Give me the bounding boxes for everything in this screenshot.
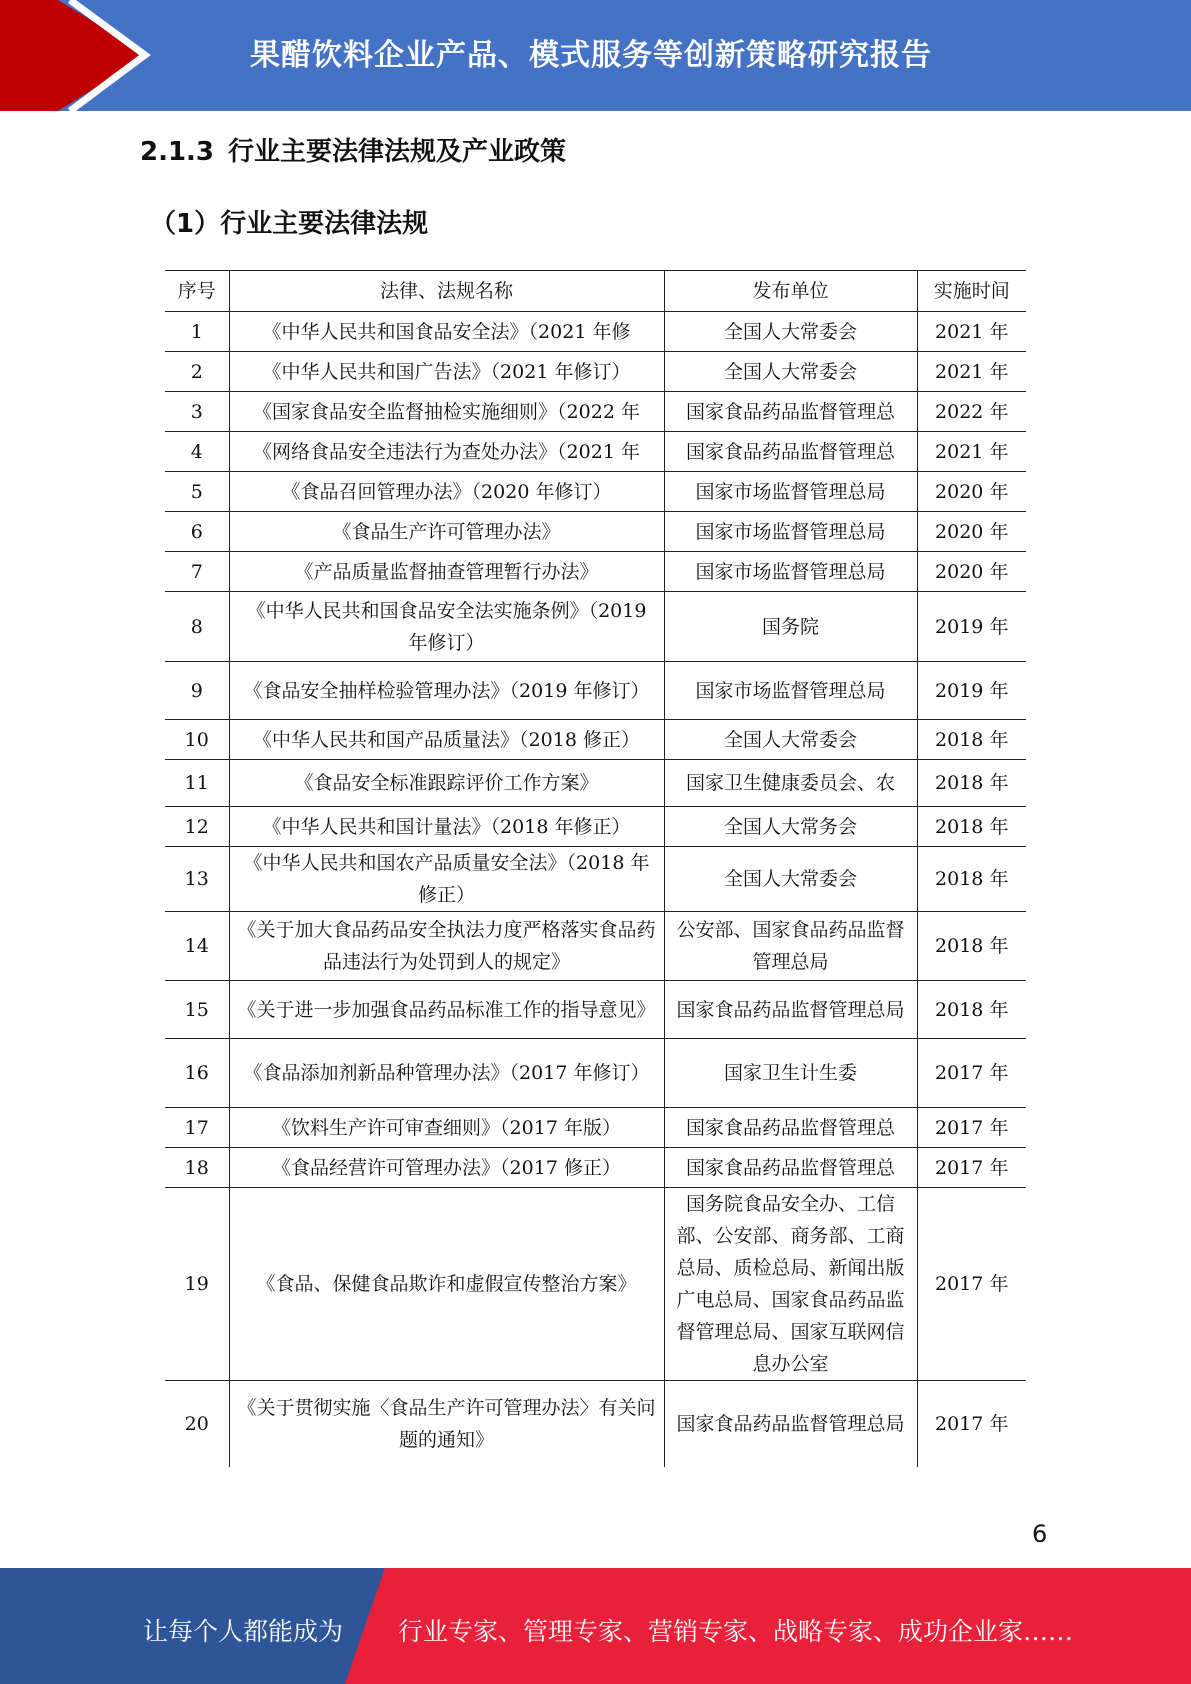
table-header-row xyxy=(165,271,1026,312)
header-cell-no: 序号 xyxy=(165,271,229,312)
cell-issuer: 全国人大常务会 xyxy=(664,807,917,847)
table-row xyxy=(165,912,1026,981)
cell-law-name: 《产品质量监督抽查管理暂行办法》 xyxy=(229,552,664,592)
cell-issuer: 国家食品药品监督管理总局 xyxy=(664,981,917,1039)
table-row xyxy=(165,472,1026,512)
cell-issuer: 国家市场监督管理总局 xyxy=(664,662,917,720)
cell-law-name: 《关于加大食品药品安全执法力度严格落实食品药品违法行为处罚到人的规定》 xyxy=(229,912,664,981)
cell-law-name: 《中华人民共和国食品安全法》（2021 年修 xyxy=(229,312,664,352)
table-row xyxy=(165,720,1026,760)
cell-issuer: 国家食品药品监督管理总 xyxy=(664,392,917,432)
cell-issuer: 国家市场监督管理总局 xyxy=(664,552,917,592)
cell-no: 5 xyxy=(165,472,229,512)
cell-no: 3 xyxy=(165,392,229,432)
page-header xyxy=(0,0,1191,111)
table-row xyxy=(165,352,1026,392)
cell-no: 11 xyxy=(165,760,229,807)
cell-date: 2022 年 xyxy=(917,392,1026,432)
table-row xyxy=(165,760,1026,807)
table-row xyxy=(165,1148,1026,1188)
cell-date: 2020 年 xyxy=(917,512,1026,552)
cell-date: 2019 年 xyxy=(917,592,1026,662)
cell-no: 8 xyxy=(165,592,229,662)
footer-slogan-left: 让每个人都能成为 xyxy=(143,1617,344,1646)
table-row xyxy=(165,662,1026,720)
cell-no: 7 xyxy=(165,552,229,592)
laws-table xyxy=(165,270,1026,1467)
cell-date: 2019 年 xyxy=(917,662,1026,720)
cell-date: 2017 年 xyxy=(917,1148,1026,1188)
cell-date: 2021 年 xyxy=(917,312,1026,352)
cell-no: 15 xyxy=(165,981,229,1039)
cell-date: 2018 年 xyxy=(917,807,1026,847)
table-row xyxy=(165,392,1026,432)
table-row xyxy=(165,552,1026,592)
footer-slogan-right: 行业专家、管理专家、营销专家、战略专家、成功企业家…… xyxy=(398,1617,1074,1646)
cell-issuer: 国家食品药品监督管理总 xyxy=(664,1108,917,1148)
cell-date: 2020 年 xyxy=(917,552,1026,592)
sub-heading: （1）行业主要法律法规 xyxy=(150,209,429,239)
cell-date: 2017 年 xyxy=(917,1381,1026,1467)
cell-issuer: 全国人大常委会 xyxy=(664,847,917,912)
cell-law-name: 《中华人民共和国计量法》（2018 年修正） xyxy=(229,807,664,847)
cell-issuer: 全国人大常委会 xyxy=(664,352,917,392)
cell-date: 2021 年 xyxy=(917,432,1026,472)
cell-law-name: 《关于贯彻实施〈食品生产许可管理办法〉有关问题的通知》 xyxy=(229,1381,664,1467)
table-row xyxy=(165,512,1026,552)
cell-law-name: 《关于进一步加强食品药品标准工作的指导意见》 xyxy=(229,981,664,1039)
cell-date: 2017 年 xyxy=(917,1108,1026,1148)
cell-no: 14 xyxy=(165,912,229,981)
header-cell-issuer: 发布单位 xyxy=(664,271,917,312)
cell-no: 10 xyxy=(165,720,229,760)
cell-law-name: 《中华人民共和国农产品质量安全法》（2018 年修正） xyxy=(229,847,664,912)
cell-date: 2020 年 xyxy=(917,472,1026,512)
header-cell-name: 法律、法规名称 xyxy=(229,271,664,312)
cell-issuer: 国家市场监督管理总局 xyxy=(664,472,917,512)
cell-no: 9 xyxy=(165,662,229,720)
cell-no: 19 xyxy=(165,1188,229,1381)
cell-date: 2018 年 xyxy=(917,912,1026,981)
table-row xyxy=(165,592,1026,662)
table-row xyxy=(165,847,1026,912)
cell-law-name: 《中华人民共和国产品质量法》（2018 修正） xyxy=(229,720,664,760)
header-red-arrow xyxy=(0,0,148,111)
cell-no: 4 xyxy=(165,432,229,472)
page-footer xyxy=(0,1568,1191,1684)
cell-no: 16 xyxy=(165,1039,229,1108)
cell-date: 2018 年 xyxy=(917,720,1026,760)
cell-date: 2018 年 xyxy=(917,760,1026,807)
section-heading xyxy=(140,131,580,168)
cell-date: 2021 年 xyxy=(917,352,1026,392)
cell-law-name: 《食品生产许可管理办法》 xyxy=(229,512,664,552)
cell-law-name: 《中华人民共和国广告法》（2021 年修订） xyxy=(229,352,664,392)
cell-law-name: 《饮料生产许可审查细则》（2017 年版） xyxy=(229,1108,664,1148)
cell-issuer: 国务院 xyxy=(664,592,917,662)
cell-no: 20 xyxy=(165,1381,229,1467)
cell-issuer: 公安部、国家食品药品监督管理总局 xyxy=(664,912,917,981)
cell-no: 12 xyxy=(165,807,229,847)
cell-issuer: 国家市场监督管理总局 xyxy=(664,512,917,552)
header-cell-date: 实施时间 xyxy=(917,271,1026,312)
table-row xyxy=(165,312,1026,352)
cell-law-name: 《食品经营许可管理办法》（2017 修正） xyxy=(229,1148,664,1188)
cell-no: 18 xyxy=(165,1148,229,1188)
table-row xyxy=(165,981,1026,1039)
cell-no: 6 xyxy=(165,512,229,552)
cell-date: 2018 年 xyxy=(917,847,1026,912)
cell-law-name: 《食品添加剂新品种管理办法》（2017 年修订） xyxy=(229,1039,664,1108)
cell-date: 2017 年 xyxy=(917,1039,1026,1108)
cell-law-name: 《食品召回管理办法》（2020 年修订） xyxy=(229,472,664,512)
cell-law-name: 《中华人民共和国食品安全法实施条例》（2019 年修订） xyxy=(229,592,664,662)
cell-no: 17 xyxy=(165,1108,229,1148)
cell-law-name: 《食品、保健食品欺诈和虚假宣传整治方案》 xyxy=(229,1188,664,1381)
cell-date: 2017 年 xyxy=(917,1188,1026,1381)
table-row xyxy=(165,1381,1026,1467)
cell-no: 13 xyxy=(165,847,229,912)
cell-issuer: 国家食品药品监督管理总 xyxy=(664,432,917,472)
cell-law-name: 《网络食品安全违法行为查处办法》（2021 年 xyxy=(229,432,664,472)
cell-issuer: 国家食品药品监督管理总局 xyxy=(664,1381,917,1467)
cell-issuer: 全国人大常委会 xyxy=(664,312,917,352)
table-row xyxy=(165,432,1026,472)
table-row xyxy=(165,1108,1026,1148)
table-row xyxy=(165,1039,1026,1108)
header-title: 果醋饮料企业产品、模式服务等创新策略研究报告 xyxy=(250,38,932,73)
page-number: 6 xyxy=(1032,1520,1048,1548)
table-body xyxy=(165,312,1026,1467)
cell-date: 2018 年 xyxy=(917,981,1026,1039)
cell-law-name: 《国家食品安全监督抽检实施细则》（2022 年 xyxy=(229,392,664,432)
cell-issuer: 国家卫生健康委员会、农 xyxy=(664,760,917,807)
table-row xyxy=(165,1188,1026,1381)
cell-issuer: 全国人大常委会 xyxy=(664,720,917,760)
cell-issuer: 国务院食品安全办、工信部、公安部、商务部、工商总局、质检总局、新闻出版广电总局、国家食品药品监督管理总局、国家互联网信息办公室 xyxy=(664,1188,917,1381)
cell-law-name: 《食品安全抽样检验管理办法》（2019 年修订） xyxy=(229,662,664,720)
cell-issuer: 国家食品药品监督管理总 xyxy=(664,1148,917,1188)
cell-issuer: 国家卫生计生委 xyxy=(664,1039,917,1108)
section-number: 2.1.3 xyxy=(140,137,215,167)
section-title: 行业主要法律法规及产业政策 xyxy=(228,137,567,167)
cell-no: 1 xyxy=(165,312,229,352)
cell-law-name: 《食品安全标准跟踪评价工作方案》 xyxy=(229,760,664,807)
cell-no: 2 xyxy=(165,352,229,392)
table-row xyxy=(165,807,1026,847)
